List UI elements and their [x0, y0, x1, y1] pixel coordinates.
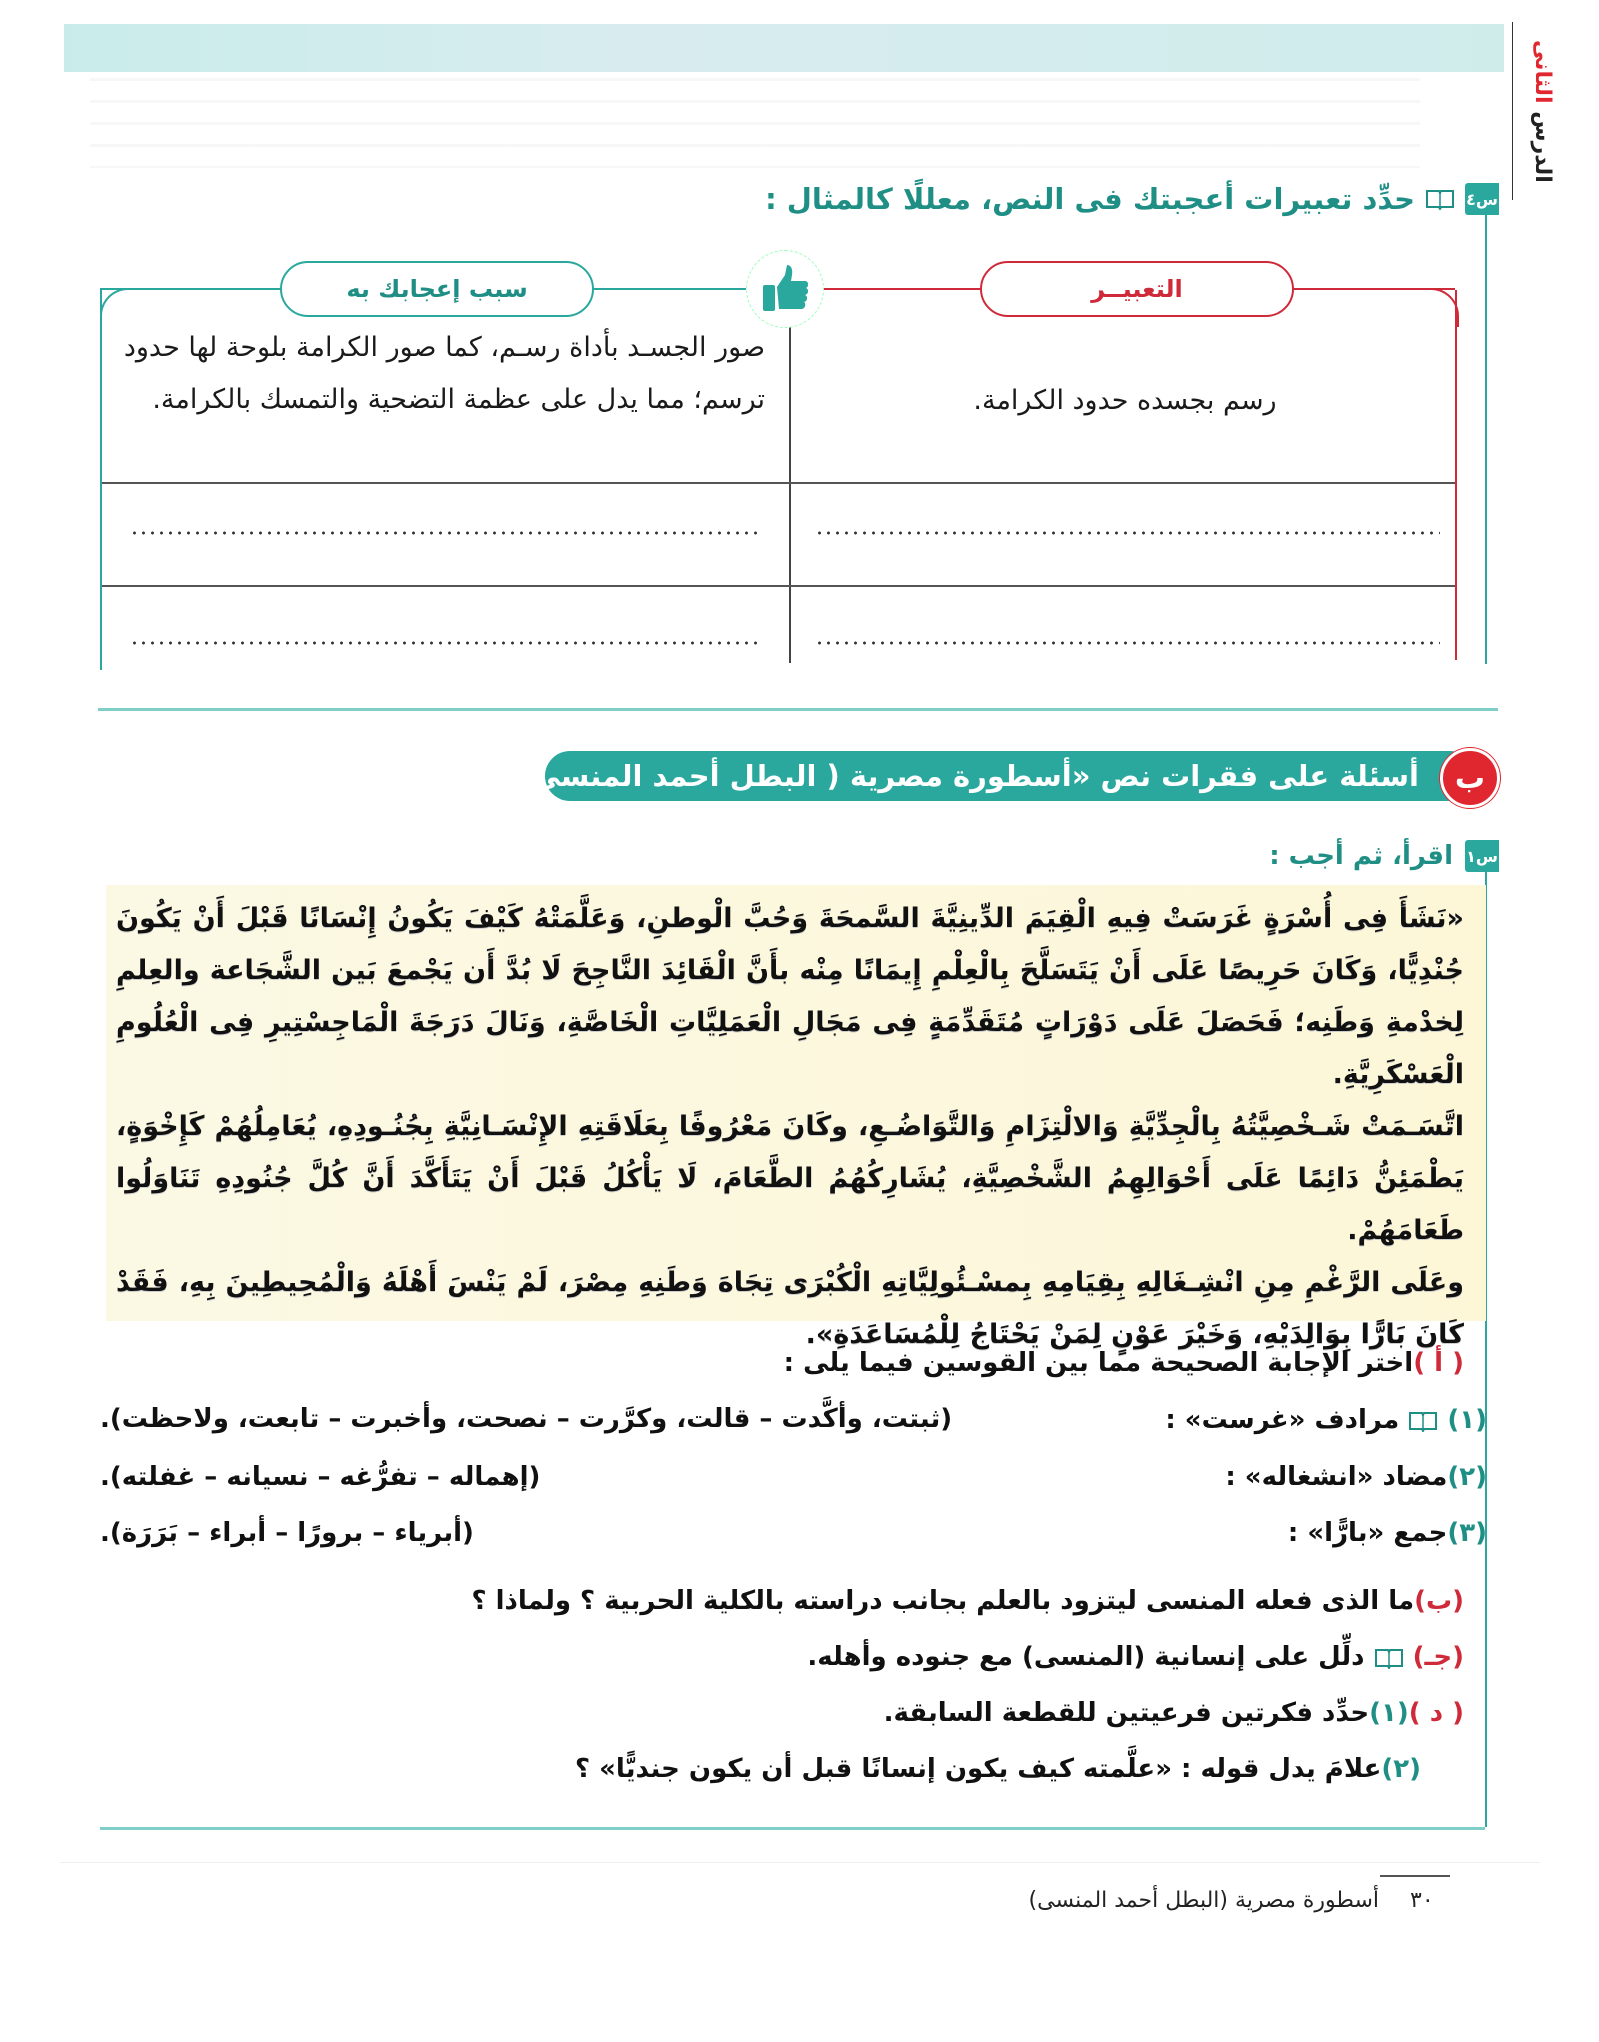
section-border [1485, 214, 1487, 664]
question-badge: س٤ [1465, 183, 1499, 215]
mcq-options-3[interactable]: (أبرياء – برورًا – أبراء – بَرَرَة). [100, 1518, 474, 1548]
answer-line-expression-2[interactable] [815, 530, 1440, 536]
footer-divider [60, 1862, 1540, 1863]
book-icon [1374, 1642, 1404, 1672]
part-c-text: دلِّل على إنسانية (المنسى) مع جنوده وأهله. [807, 1642, 1365, 1672]
item-prompt: مضاد «انشغاله» : [1225, 1462, 1448, 1492]
footer-title: أسطورة مصرية (البطل أحمد المنسى) [1028, 1888, 1379, 1913]
part-c-question [807, 1630, 1464, 1684]
part-d-text: علامَ يدل قوله : «علَّمته كيف يكون إنسانًا قبل أن يكون جنديًّا» ؟ [575, 1754, 1382, 1784]
lesson-label-prefix: الدرس [1530, 111, 1555, 183]
question-4-header [765, 182, 1499, 216]
book-icon [1425, 188, 1455, 210]
lesson-label [1530, 40, 1555, 183]
part-d-label: ( د ) [1408, 1698, 1464, 1728]
item-prompt: مرادف «غرست» : [1165, 1405, 1400, 1435]
header-reason: سبب إعجابك به [280, 261, 594, 317]
part-d-item-1 [884, 1686, 1464, 1740]
part-a-label: ( أ ) [1413, 1348, 1464, 1378]
item-number: (٢) [1381, 1754, 1421, 1784]
mcq-item-3 [1288, 1506, 1487, 1560]
table-corner [1420, 288, 1459, 327]
question-1-title: اقرأ، ثم أجب : [1269, 841, 1453, 871]
section-divider [98, 708, 1498, 711]
answer-line-reason-2[interactable] [130, 530, 760, 536]
reading-passage [106, 885, 1486, 1350]
table-column-divider [789, 318, 791, 663]
page-number: ٣٠ [1410, 1888, 1434, 1913]
reason-cell: صور الجسـد بأداة رسـم، كما صور الكرامة بلوحة لها حدود ترسم؛ مما يدل على عظمة التضحية والتمسك بالكرامة. [123, 332, 765, 415]
passage-paragraph: اتَّسَـمَتْ شَـخْصِيَّتُهُ بِالْجِدِّيَّةِ وَالالْتِزَامِ وَالتَّوَاضُـعِ، وكَانَ مَعْرُوفًا بِعَلَاقَتِهِ الإِنْسَـانِيَّةِ بِجُنُـودِهِ، يُعَامِلُهُمْ كَإِخْوَةٍ، يَطْمَئِنُّ دَائِمًا عَلَى أَحْوَالِهِمُ الشَّخْصِيَّةِ، يُشَارِكُهُمُ الطَّعَامَ، لَا يَأْكُلُ قَبْلَ أَنْ يَتَأَكَّدَ أَنَّ كُلَّ جُنُودِهِ تَنَاوَلُوا طَعَامَهُمْ. [116, 1111, 1464, 1246]
answer-line-reason-3[interactable] [130, 640, 760, 646]
part-a-text: اختر الإجابة الصحيحة مما بين القوسين فيما يلى : [783, 1348, 1414, 1378]
part-d-item-2 [575, 1742, 1421, 1796]
top-decorative-band [64, 24, 1504, 72]
part-d-text: حدِّد فكرتين فرعيتين للقطعة السابقة. [883, 1698, 1370, 1728]
item-number: (٣) [1447, 1518, 1487, 1548]
question-1-header [1269, 840, 1499, 872]
part-c-label: (جـ) [1412, 1642, 1464, 1672]
section-b-badge: ب [1440, 748, 1500, 808]
section-b-title: أسئلة على فقرات نص «أسطورة مصرية ( البطل أحمد المنسى)» [499, 759, 1419, 793]
part-b-question [472, 1574, 1465, 1628]
part-b-label: (ب) [1414, 1586, 1464, 1616]
bleed-through-text [90, 78, 1420, 168]
item-number: (١) [1369, 1698, 1409, 1728]
section-b-banner [499, 751, 1475, 801]
part-b-text: ما الذى فعله المنسى ليتزود بالعلم بجانب دراسته بالكلية الحربية ؟ ولماذا ؟ [471, 1586, 1415, 1616]
book-icon [1408, 1405, 1438, 1435]
passage-paragraph: «نَشَأَ فِى أُسْرَةٍ غَرَسَتْ فِيهِ الْقِيَمَ الدِّينِيَّةَ السَّمحَةَ وَحُبَّ الْوطنِ، وَعَلَّمَتْهُ كَيْفَ يَكُونُ إِنْسَانًا قَبْلَ أَنْ يَكُونَ جُنْدِيًّا، وَكَانَ حَرِيصًا عَلَى أَنْ يَتَسَلَّحَ بِالْعِلْمِ إِيمَانًا مِنْه بأَنَّ الْقَائِدَ النَّاجِحَ لَا بُدَّ أَن يَجْمعَ بَين الشَّجَاعة والعِلمِ لِخدْمةِ وَطَنِه؛ فَحَصَلَ عَلَى دَوْرَاتٍ مُتَقَدِّمَةٍ فِى مَجَالِ الْعَمَلِيَّاتِ الْخَاصَّةِ، وَنَالَ دَرَجَةَ الْمَاجِسْتِيرِ فِى الْعُلُومِ الْعَسْكَرِيَّةِ. [116, 903, 1464, 1090]
part-a-instruction [784, 1336, 1464, 1390]
footer-rule [1380, 1875, 1450, 1877]
mcq-options-2[interactable]: (إهماله – تفرُّغه – نسيانه – غفلته). [100, 1462, 541, 1492]
lesson-label-number: الثانى [1530, 40, 1555, 104]
table-row-divider [102, 482, 1455, 484]
question-badge: س١ [1465, 840, 1499, 872]
item-prompt: جمع «بارًّا» : [1287, 1518, 1448, 1548]
mcq-item-1 [1165, 1393, 1487, 1447]
side-divider [1512, 22, 1513, 200]
passage-paragraph: وعَلَى الرَّغْمِ مِنِ انْشِـغَالِهِ بِقِيَامِهِ بِمسْـئُولِيَّاتِهِ الْكُبْرَى تِجَاهَ وَطَنِهِ مِصْرَ، لَمْ يَنْسَ أَهْلَهُ وَالْمُحِيطِينَ بِهِ، فَقَدْ كَانَ بَارًّا بِوَالِدَيْهِ، وَخَيْرَ عَوْنٍ لِمَنْ يَحْتَاجُ لِلْمُسَاعَدَةِ». [116, 1267, 1464, 1350]
mcq-options-1[interactable]: (ثبتت، وأكَّدت – قالت، وكرَّرت – نصحت، وأخبرت – تابعت، ولاحظت). [100, 1404, 953, 1434]
item-number: (٢) [1447, 1462, 1487, 1492]
question-4-title: حدِّد تعبيرات أعجبتك فى النص، معللًا كالمثال : [765, 182, 1415, 216]
mcq-item-2 [1225, 1450, 1487, 1504]
answer-line-expression-3[interactable] [815, 640, 1440, 646]
thumbs-up-icon [746, 250, 824, 328]
header-expression: التعبيــر [980, 261, 1294, 317]
expression-cell: رسم بجسده حدود الكرامة. [973, 385, 1277, 416]
table-border [1455, 290, 1457, 660]
table-border [100, 290, 102, 670]
item-number: (١) [1447, 1405, 1487, 1435]
table-row-divider [102, 585, 1455, 587]
section-divider [100, 1827, 1485, 1830]
